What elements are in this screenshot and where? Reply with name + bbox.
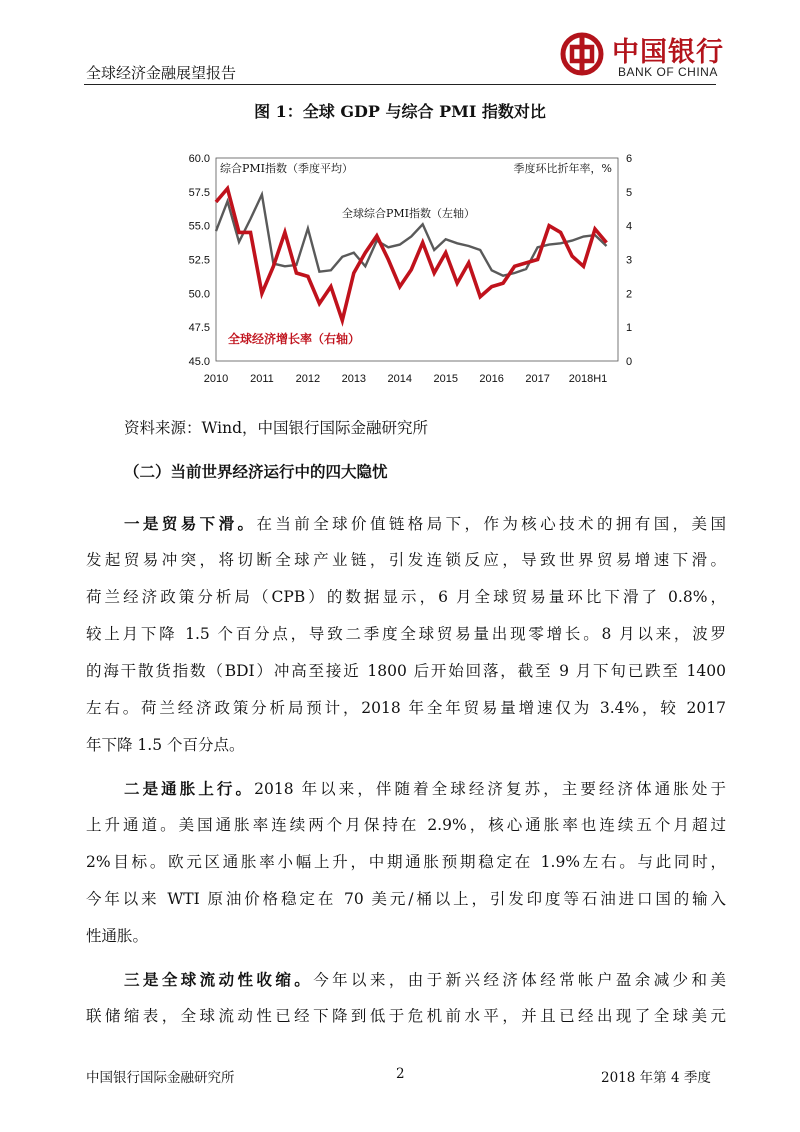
paragraph-lead: 一是贸易下滑。 (124, 514, 257, 533)
x-axis-tick-label: 2017 (525, 373, 550, 385)
paragraph-line: 荷兰经济政策分析局（CPB）的数据显示，6 月全球贸易量环比下滑了 0.8%， (86, 588, 726, 606)
pmi-series-label: 全球综合PMI指数（左轴） (342, 207, 476, 220)
right-axis-tick-label: 6 (626, 153, 633, 165)
paragraph-line: 联储缩表，全球流动性已经下降到低于危机前水平，并且已经出现了全球美元 (86, 1007, 726, 1025)
report-title: 全球经济金融展望报告 (86, 64, 237, 82)
logo-chinese-name: 中国银行 (612, 37, 724, 68)
header-rule (84, 84, 716, 85)
left-axis-tick-label: 52.5 (188, 254, 210, 267)
left-axis-tick-label: 47.5 (188, 322, 210, 335)
paragraph-line: 一是贸易下滑。在当前全球价值链格局下，作为核心技术的拥有国，美国 (124, 514, 726, 533)
left-axis-tick-label: 57.5 (188, 186, 210, 199)
paragraph-inflation (86, 770, 726, 955)
right-axis-tick-label: 1 (626, 322, 633, 335)
paragraph-liquidity (86, 961, 726, 1035)
growth-series-label: 全球经济增长率（右轴） (228, 332, 361, 346)
page-number: 2 (396, 1066, 405, 1082)
x-axis-tick-label: 2013 (341, 373, 367, 385)
x-axis-tick-label: 2016 (479, 373, 504, 385)
left-axis-tick-label: 55.0 (188, 220, 210, 233)
left-axis-tick-label: 45.0 (188, 356, 210, 368)
paragraph-line: 性通胀。 (86, 927, 149, 945)
x-axis-tick-label: 2010 (203, 373, 229, 385)
paragraph-line: 今年以来 WTI 原油价格稳定在 70 美元/桶以上，引发印度等石油进口国的输入 (86, 890, 726, 908)
chart-source: 资料来源：Wind，中国银行国际金融研究所 (124, 419, 429, 437)
right-axis-label: 季度环比折年率，% (513, 162, 612, 175)
footer-period: 2018 年第 4 季度 (601, 1070, 711, 1086)
right-axis-tick-label: 2 (626, 288, 633, 301)
bank-logo (560, 30, 730, 82)
paragraph-line: 二是通胀上行。2018 年以来，伴随着全球经济复苏，主要经济体通胀处于 (124, 779, 726, 798)
x-axis-tick-label: 2012 (295, 373, 321, 385)
x-axis-tick-label: 2018H1 (568, 373, 608, 385)
footer-institute: 中国银行国际金融研究所 (86, 1070, 235, 1086)
x-axis-tick-label: 2015 (433, 373, 458, 385)
paragraph-lead: 二是通胀上行。 (124, 779, 255, 798)
figure-title: 图 1：全球 GDP 与综合 PMI 指数对比 (254, 102, 546, 121)
paragraph-line: 较上月下降 1.5 个百分点，导致二季度全球贸易量出现零增长。8 月以来，波罗 (86, 625, 726, 643)
paragraph-line: 上升通道。美国通胀率连续两个月保持在 2.9%，核心通胀率也连续五个月超过 (86, 816, 726, 834)
x-axis-tick-label: 2011 (250, 373, 274, 385)
left-axis-tick-label: 60.0 (188, 153, 210, 165)
paragraph-line: 发起贸易冲突，将切断全球产业链，引发连锁反应，导致世界贸易增速下滑。 (86, 551, 726, 569)
paragraph-trade (86, 505, 726, 764)
paragraph-line: 左右。荷兰经济政策分析局预计，2018 年全年贸易量增速仅为 3.4%，较 2017 (86, 699, 726, 717)
section-heading: （二）当前世界经济运行中的四大隐忧 (124, 462, 388, 481)
left-axis-label: 综合PMI指数（季度平均） (220, 162, 354, 175)
logo-english-name: BANK OF CHINA (618, 65, 718, 79)
x-axis-tick-label: 2014 (387, 373, 413, 385)
right-axis-tick-label: 5 (626, 186, 633, 199)
paragraph-line: 年下降 1.5 个百分点。 (86, 736, 245, 754)
bank-of-china-logo-icon (560, 32, 604, 76)
right-axis-tick-label: 4 (626, 220, 633, 233)
right-axis-tick-label: 0 (626, 356, 633, 368)
chart-canvas (160, 145, 640, 390)
paragraph-line: 三是全球流动性收缩。今年以来，由于新兴经济体经常帐户盈余减少和美 (124, 970, 726, 989)
paragraph-lead: 三是全球流动性收缩。 (124, 970, 314, 989)
gdp-pmi-chart (160, 145, 640, 390)
paragraph-line: 2%目标。欧元区通胀率小幅上升，中期通胀预期稳定在 1.9%左右。与此同时， (86, 853, 726, 871)
left-axis-tick-label: 50.0 (188, 288, 210, 301)
paragraph-line: 的海干散货指数（BDI）冲高至接近 1800 后开始回落，截至 9 月下旬已跌至 1400 (86, 662, 726, 680)
right-axis-tick-label: 3 (626, 254, 633, 267)
